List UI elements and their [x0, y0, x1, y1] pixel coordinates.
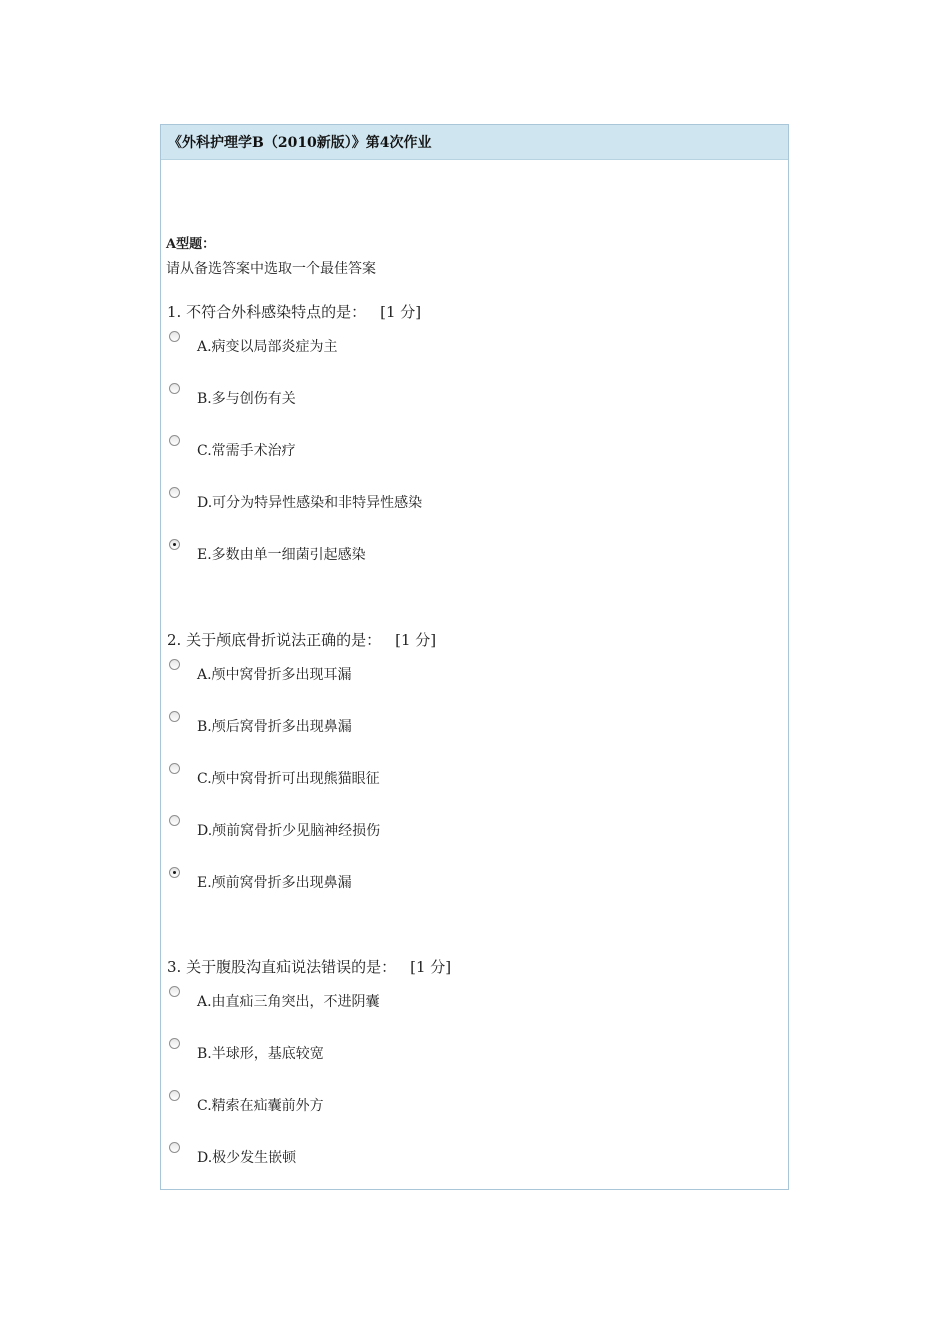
option-3-b[interactable] [167, 1038, 727, 1060]
section-description: 请从备选答案中选取一个最佳答案 [166, 261, 376, 277]
homework-panel [160, 124, 789, 1190]
option-3-a[interactable] [167, 986, 727, 1008]
option-label: B.颅后窝骨折多出现鼻漏 [197, 719, 352, 735]
radio-button[interactable] [169, 659, 180, 670]
question-title [167, 302, 421, 322]
question-2 [167, 630, 436, 650]
radio-button[interactable] [169, 383, 180, 394]
option-label: C.颅中窝骨折可出现熊猫眼征 [197, 771, 380, 787]
question-score: [1 分] [380, 303, 422, 321]
radio-button[interactable] [169, 763, 180, 774]
question-score: [1 分] [410, 958, 452, 976]
panel-header [161, 125, 788, 160]
option-label: C.精索在疝囊前外方 [197, 1098, 324, 1114]
radio-button-selected[interactable] [169, 867, 180, 878]
radio-button[interactable] [169, 331, 180, 342]
option-label: B.半球形，基底较宽 [197, 1046, 324, 1062]
option-label: C.常需手术治疗 [197, 443, 296, 459]
question-title [167, 957, 451, 977]
page-title: 《外科护理学B（2010新版）》第4次作业 [168, 135, 432, 151]
question-text: 2. 关于颅底骨折说法正确的是： [167, 631, 382, 649]
question-text: 3. 关于腹股沟直疝说法错误的是： [167, 958, 397, 976]
question-score: [1 分] [395, 631, 437, 649]
option-2-a[interactable] [167, 659, 727, 681]
option-1-a[interactable] [167, 331, 727, 353]
question-title [167, 630, 436, 650]
question-3 [167, 957, 451, 977]
option-2-b[interactable] [167, 711, 727, 733]
option-label: A.由直疝三角突出，不进阴囊 [197, 994, 380, 1010]
question-1 [167, 302, 421, 322]
option-label: D.极少发生嵌顿 [197, 1150, 297, 1166]
radio-button-selected[interactable] [169, 539, 180, 550]
option-1-e[interactable] [167, 539, 727, 561]
option-label: A.病变以局部炎症为主 [197, 339, 338, 355]
radio-button[interactable] [169, 1090, 180, 1101]
option-1-c[interactable] [167, 435, 727, 457]
radio-button[interactable] [169, 1038, 180, 1049]
section-title: A型题： [166, 237, 216, 252]
question-text: 1. 不符合外科感染特点的是： [167, 303, 367, 321]
option-label: D.可分为特异性感染和非特异性感染 [197, 495, 423, 511]
option-label: D.颅前窝骨折少见脑神经损伤 [197, 823, 381, 839]
option-label: A.颅中窝骨折多出现耳漏 [197, 667, 352, 683]
radio-button[interactable] [169, 815, 180, 826]
option-1-b[interactable] [167, 383, 727, 405]
radio-button[interactable] [169, 487, 180, 498]
radio-button[interactable] [169, 711, 180, 722]
option-2-d[interactable] [167, 815, 727, 837]
option-1-d[interactable] [167, 487, 727, 509]
option-label: E.多数由单一细菌引起感染 [197, 547, 366, 563]
radio-button[interactable] [169, 1142, 180, 1153]
option-2-e[interactable] [167, 867, 727, 889]
option-label: B.多与创伤有关 [197, 391, 296, 407]
radio-button[interactable] [169, 435, 180, 446]
option-label: E.颅前窝骨折多出现鼻漏 [197, 875, 352, 891]
option-2-c[interactable] [167, 763, 727, 785]
radio-button[interactable] [169, 986, 180, 997]
option-3-c[interactable] [167, 1090, 727, 1112]
option-3-d[interactable] [167, 1142, 727, 1164]
